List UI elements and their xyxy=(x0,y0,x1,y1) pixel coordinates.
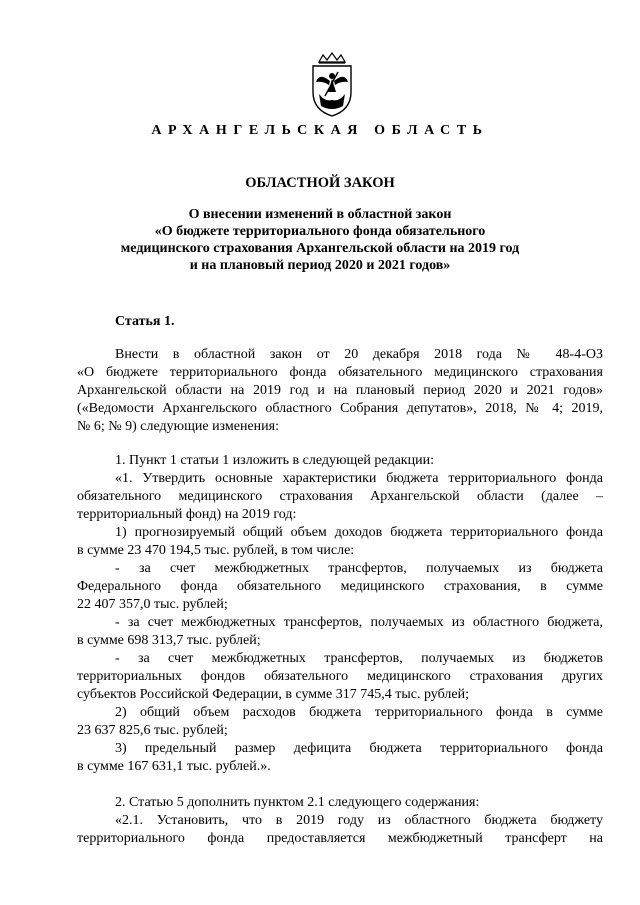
text-line: («Ведомости Архангельского областного Собрания депутатов», 2018, № 4; 2019, xyxy=(77,401,603,416)
text-line: территориального фонда предоставляется межбюджетный трансферт на xyxy=(77,831,603,846)
text-line: Федерального фонда обязательного медицинского страхования, в сумме xyxy=(77,579,603,594)
region-name: АРХАНГЕЛЬСКАЯ ОБЛАСТЬ xyxy=(151,123,489,138)
text-line: 2) общий объем расходов бюджета территориального фонда в сумме xyxy=(115,705,603,720)
law-title xyxy=(60,206,580,274)
coat-of-arms-icon xyxy=(301,52,363,118)
text-line: 22 407 357,0 тыс. рублей; xyxy=(77,597,228,612)
text-line: 3) предельный размер дефицита бюджета территориального фонда xyxy=(115,741,603,756)
text-line: «1. Утвердить основные характеристики бюджета территориального фонда xyxy=(115,471,603,486)
text-line: 1. Пункт 1 статьи 1 изложить в следующей редакции: xyxy=(115,453,434,468)
text-line: 2. Статью 5 дополнить пунктом 2.1 следующего содержания: xyxy=(115,795,480,810)
text-line: «О бюджете территориального фонда обязательного медицинского страхования xyxy=(77,365,603,380)
text-line: Внести в областной закон от 20 декабря 2018 года № 48-4-ОЗ xyxy=(115,347,603,362)
text-line: - за счет межбюджетных трансфертов, получаемых из областного бюджета, xyxy=(115,615,603,630)
law-title-line: медицинского страхования Архангельской области на 2019 год xyxy=(120,241,520,256)
text-line: «2.1. Установить, что в 2019 году из областного бюджета бюджету xyxy=(115,813,603,828)
text-line: в сумме 698 313,7 тыс. рублей; xyxy=(77,633,261,648)
law-title-line: и на плановый период 2020 и 2021 годов» xyxy=(189,258,451,273)
text-line: 23 637 825,6 тыс. рублей; xyxy=(77,723,228,738)
law-title-line: О внесении изменений в областной закон xyxy=(188,207,452,222)
law-title-line: «О бюджете территориального фонда обязательного xyxy=(154,224,486,239)
text-line: в сумме 167 631,1 тыс. рублей.». xyxy=(77,759,271,774)
article-heading: Статья 1. xyxy=(115,314,175,329)
text-line: обязательного медицинского страхования Архангельской области (далее – xyxy=(77,489,603,504)
text-line: территориальный фонд) на 2019 год: xyxy=(77,507,297,522)
text-line: Архангельской области на 2019 год и на плановый период 2020 и 2021 годов» xyxy=(77,383,603,398)
text-line: - за счет межбюджетных трансфертов, получаемых из бюджета xyxy=(115,561,603,576)
text-line: субъектов Российской Федерации, в сумме 317 745,4 тыс. рублей; xyxy=(77,687,469,702)
text-line: - за счет межбюджетных трансфертов, получаемых из бюджетов xyxy=(115,651,603,666)
text-line: в сумме 23 470 194,5 тыс. рублей, в том числе: xyxy=(77,543,355,558)
law-kind-heading: ОБЛАСТНОЙ ЗАКОН xyxy=(245,175,395,191)
text-line: территориальных фондов обязательного медицинского страхования других xyxy=(77,669,603,684)
text-line: № 6; № 9) следующие изменения: xyxy=(77,419,279,434)
article-body xyxy=(77,346,603,848)
text-line: 1) прогнозируемый общий объем доходов бюджета территориального фонда xyxy=(115,525,603,540)
